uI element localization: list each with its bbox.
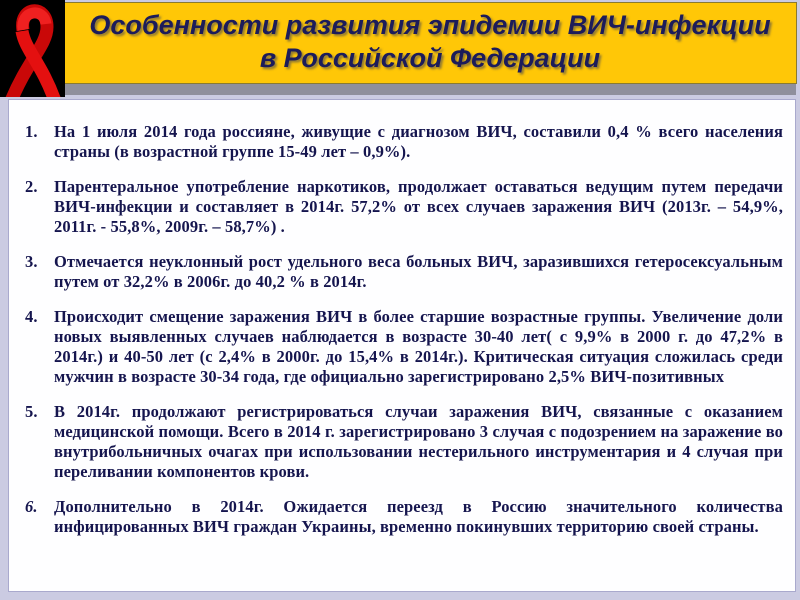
list-item-1 bbox=[23, 122, 783, 162]
item-text: Дополнительно в 2014г. Ожидается переезд в Россию значительного количества инфицированных ВИЧ граждан Украины, временно покинувших территорию своей страны. bbox=[54, 497, 783, 536]
ribbon-image-box bbox=[0, 0, 65, 97]
item-text: В 2014г. продолжают регистрироваться случаи заражения ВИЧ, связанные с оказанием медицинской помощи. Всего в 2014 г. зарегистрировано 3 случая с подозрением на заражение во внутрибольничных очагах при использовании нестерильного инструментария и 4 случая при переливании компонентов крови. bbox=[54, 402, 783, 481]
item-number: 4. bbox=[25, 307, 38, 326]
list-item-4 bbox=[23, 307, 783, 387]
item-number: 5. bbox=[25, 402, 38, 421]
item-number: 2. bbox=[25, 177, 38, 196]
list-item-6 bbox=[23, 497, 783, 537]
item-number: 1. bbox=[25, 122, 38, 141]
list-item-5 bbox=[23, 402, 783, 482]
page-title-line-1: Особенности развития эпидемии ВИЧ-инфекции bbox=[89, 10, 771, 40]
item-number: 3. bbox=[25, 252, 38, 271]
aids-ribbon-icon bbox=[0, 0, 65, 97]
item-text: Отмечается неуклонный рост удельного веса больных ВИЧ, заразившихся гетеросексуальным путем от 32,2% в 2006г. до 40,2 % в 2014г. bbox=[54, 252, 783, 291]
item-text: Парентеральное употребление наркотиков, продолжает оставаться ведущим путем передачи ВИЧ-инфекции и составляет в 2014г. 57,2% от всех случаев заражения ВИЧ (2013г. – 54,9%, 2011г. - 55,8%, 2009г. – 58,7%) . bbox=[54, 177, 783, 236]
list-item-3 bbox=[23, 252, 783, 292]
list-item-2 bbox=[23, 177, 783, 237]
item-text: Происходит смещение заражения ВИЧ в более старшие возрастные группы. Увеличение доли новых выявленных случаев наблюдается в возрасте 30-40 лет( с 9,9% в 2000 г. до 47,2% в 2014г.) и 40-50 лет (с 2,4% в 2000г. до 15,4% в 2014г.). Критическая ситуация сложилась среди мужчин в возрасте 30-34 года, где официально зарегистрировано 2,5% ВИЧ-позитивных bbox=[54, 307, 783, 386]
page-title-line-2: в Российской Федерации bbox=[259, 43, 601, 73]
item-text: На 1 июля 2014 года россияне, живущие с диагнозом ВИЧ, составили 0,4 % всего населения страны (в возрастной группе 15-49 лет – 0,9%). bbox=[54, 122, 783, 161]
content-panel bbox=[8, 99, 796, 592]
item-number: 6. bbox=[25, 497, 38, 516]
title-banner bbox=[63, 2, 797, 84]
